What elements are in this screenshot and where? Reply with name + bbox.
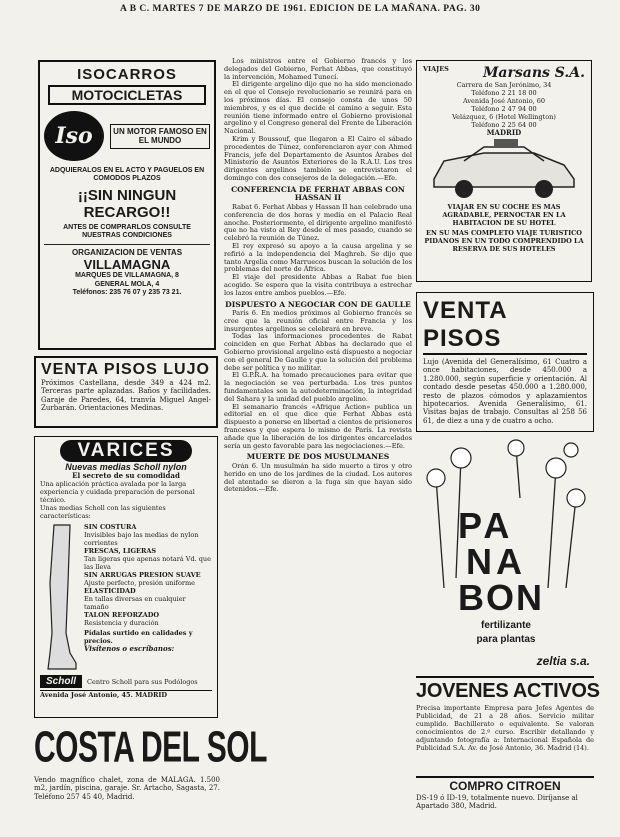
right-column — [416, 60, 600, 835]
ad-body: Próximos Castellana, desde 349 a 424 m2. Terceras parte aplazadas. Baños y facilidades. Garaje de Paredes, 64, tranvía Miguel Angel-Zurbarán. Orientaciones Medinas. — [41, 379, 211, 413]
iso-logo-text: Iso — [55, 123, 93, 149]
ad-sub: fertilizante — [480, 620, 531, 631]
panabon-word: PA — [458, 505, 514, 546]
ad-subtitle: MOTOCICLETAS — [48, 85, 206, 105]
news-headline: DISPUESTO A NEGOCIAR CON DE GAULLE — [225, 299, 411, 309]
ad-brand: VILLAMAGNA — [83, 257, 171, 273]
ad-jovenes — [416, 676, 600, 772]
ad-costa-del-sol — [34, 724, 267, 832]
ad-title: COMPRO CITROEN — [449, 779, 561, 793]
ad-body: DS-19 ó ID-19, totalmente nuevo. Diríjanse al Apartado 380, Madrid. — [416, 794, 578, 811]
feature-desc: Ajuste perfecto, presión uniforme — [84, 579, 196, 588]
ad-line: ANTES DE COMPRARLOS CONSULTE NUESTRAS CONDICIONES — [63, 223, 191, 240]
ad-brand: Marsans S.A. — [482, 65, 585, 81]
news-paragraph: El dirigente argelino dijo que no ha sido mencionado en el que el Consejo revolucionario se reunirá para en los próximos días. El consejo consta de unos 50 miembros, y es el que decide el camino a seguir. Esta reunión tiene informado entre el Gobierno provisional argelino y el Congreso general del Frente de Liberación Nacional. — [224, 80, 412, 136]
ad-maker: zeltia s.a. — [536, 654, 590, 668]
ad-marsans — [416, 60, 592, 282]
ad-title: VENTA PISOS LUJO — [41, 361, 210, 378]
stocking-leg-illustration — [40, 523, 80, 673]
panabon-word: NA — [466, 541, 526, 582]
ad-title: VENTA PISOS — [423, 297, 587, 355]
news-paragraph: El G.P.R.A. ha tomado precauciones para evitar que la negociación se vea perturbada. Los tres puntos fundamentales son la autodeterminación, la integridad del Sahara y la unidad del pueblo argelino. — [224, 371, 412, 403]
leg-icon — [40, 523, 80, 673]
ad-body: Lujo (Avenida del Generalísimo, 61 Cuatro a once habitaciones, desde 450.000 a 1.280.000, según superficie y orientación. Al contado desde pesetas 450.000 a 1.280.000, resto de plazos cómodos y aplazamientos hipotecarios. Avenida Generalísimo, 61. Visitas bajas de trabajo. Consultas al 258 56 61, de diez a una y de cuatro a ocho. — [423, 358, 587, 425]
ad-phones: Teléfonos: 235 76 07 y 235 73 21. — [72, 288, 182, 296]
scholl-logo: Scholl — [40, 675, 82, 688]
ad-panabon — [416, 438, 594, 668]
ad-title: JOVENES ACTIVOS — [416, 680, 600, 702]
ad-org: ORGANIZACION DE VENTAS — [71, 247, 183, 257]
ad-big-text: ¡¡SIN NINGUN RECARGO!! — [77, 186, 177, 221]
news-paragraph: Krim y Boussouf, que llegaron a El Cairo el sábado procedentes de Túnez, conferenciaron ayer con Ahmed Francis, jefe del Departamento de Asuntos Árabes del Ministerio de Asuntos Exteriores de la R.A.U. Los tres dirigentes argelinos también se entrevistaron el domingo con dos consejeros de la delegación.—Efe. — [224, 134, 412, 182]
ad-citroen — [416, 776, 594, 828]
ad-venta-pisos — [416, 292, 594, 432]
ad-varices — [34, 436, 218, 718]
news-headline: MUERTE DE DOS MUSULMANES — [246, 452, 390, 462]
feature-desc: En tallas diversas en cualquier tamaño — [84, 595, 186, 612]
ad-secret: El secreto de su comodidad — [72, 471, 180, 480]
feature-desc: Invisibles bajo las medias de nylon corrientes — [84, 531, 199, 548]
news-paragraph: El semanario francés «Afrique Action» publica un editorial en el que dice que Ferhat Abbas está dispuesto a ponerse en libertad a cientos de prisioneros franceses y que espera lo mismo de París. La revista añade que la liberación de los dirigentes encarcelados sería un gesto favorable para las negociaciones.—Efe. — [224, 402, 412, 450]
page-header: A B C. MARTES 7 DE MARZO DE 1961. EDICION DE LA MAÑANA. PAG. 30 — [120, 4, 481, 14]
ad-visit: Visítenos o escríbanos: — [84, 644, 175, 654]
feature-title: SIN ARRUGAS PRESION SUAVE — [84, 571, 201, 580]
news-column — [224, 58, 412, 833]
news-paragraph: El viaje del presidente Abbas a Rabat fue bien acogido. Se espera que la visita contribuya a estrechar los lazos entre ambos pueblos.—Efe. — [224, 273, 412, 297]
ad-address: MARQUES DE VILLAMAGNA, 8 — [75, 272, 179, 280]
ad-subtitle: Nuevas medias Scholl nylon — [65, 462, 187, 472]
feature-title: TALON REFORZADO — [84, 611, 160, 620]
ad-line: Teléfono 2 47 94 00 — [471, 105, 537, 113]
ad-tagline: VIAJAR EN SU COCHE ES MAS AGRADABLE, PERNOCTAR EN LA HABITACION DE SU HOTEL — [442, 203, 566, 228]
ad-intro: Unas medias Scholl con las siguientes características: — [40, 504, 166, 521]
ad-venta-lujo — [34, 356, 218, 428]
ad-address: Avenida José Antonio, 45. MADRID — [40, 690, 212, 699]
ad-line: ADQUIERALOS EN EL ACTO Y PAGUELOS EN COMODOS PLAZOS — [49, 167, 205, 183]
news-paragraph: Orán 6. Un musulmán ha sido muerto a tiros y otro herido en uno de los jardines de la ciudad. Los autores del atentado se dieron a la fuga sin que hayan sido detenidos.—Efe. — [224, 462, 412, 494]
ad-title: VARICES — [77, 440, 175, 461]
feature-title: ELASTICIDAD — [84, 587, 136, 596]
feature-title: SIN COSTURA — [84, 523, 137, 532]
news-paragraph: París 6. En medios próximos al Gobierno francés se cree que la reunión oficial entre Francia y los insurgentes argelinos se celebrará en breve. — [224, 309, 412, 333]
news-paragraph: El rey expresó su apoyo a la causa argelina y se refirió a la independencia del Maghreb. Se dijo que tanto Argelia como Marruecos buscan la solución de los problemas del norte de África. — [224, 241, 412, 274]
ad-address: GENERAL MOLA, 4 — [94, 280, 160, 288]
left-column — [28, 18, 267, 833]
ad-line: Carrera de San Jerónimo, 34 — [456, 81, 552, 89]
ad-slogan: UN MOTOR FAMOSO EN EL MUNDO — [110, 124, 210, 149]
car-icon — [424, 139, 584, 201]
ad-tagline: EN SU MAS COMPLETO VIAJE TURISTICO PIDANOS EN UN TODO COMPRENDIDO LA RESERVA DE SUS HOTELES — [424, 229, 584, 254]
news-paragraph: Los ministros entre el Gobierno francés y los delegados del Gobierno, Ferhat Abbas, que constituyó la intervención, Mohamed Tunecí. — [224, 57, 412, 81]
ad-body: Vendo magnífico chalet, zona de MALAGA. 1.500 m2, jardín, piscina, garaje. Sr. Artacho, Sagasta, 27. Teléfono 257 45 40, Madrid. — [34, 776, 220, 801]
ad-line: Teléfono 2 21 18 00 — [471, 89, 537, 97]
ad-order: Pídalas surtido en calidades y precios. — [84, 629, 193, 646]
ad-store: Centro Scholl para sus Podólogos — [87, 677, 198, 686]
feature-desc: Resistencia y duración — [84, 619, 159, 628]
ad-line: Avenida José Antonio, 60 — [462, 97, 546, 105]
ad-line: Velázquez, 6 (Hotel Wellington) — [452, 113, 556, 121]
ad-line: Teléfono 2 25 64 00 — [471, 121, 537, 129]
feature-desc: Tan ligeras que apenas notará Vd. que las lleva — [84, 555, 211, 572]
iso-logo — [44, 111, 104, 161]
news-paragraph: Rabat 6. Ferhat Abbas y Hassan II han celebrado una conferencia de dos horas y media en el Palacio Real anoche. Posteriormente, el dirigente argelino manifestó que no ha visto al Rey desde el mes pasado, cuando se celebró la reunión de Túnez. — [224, 202, 412, 243]
ad-city: MADRID — [486, 128, 522, 137]
feature-title: FRESCAS, LIGERAS — [84, 547, 157, 556]
ad-title: ISOCARROS — [77, 66, 177, 83]
panabon-word: BON — [458, 577, 544, 618]
ad-sub: para plantas — [476, 634, 536, 645]
ad-sub: VIAJES — [423, 65, 449, 73]
ad-isocarros — [38, 60, 216, 350]
ad-intro: Una aplicación práctica avalada por la larga experiencia y cuidada preparación de personal técnico. — [40, 480, 195, 505]
ad-title: COSTA DEL SOL — [34, 724, 267, 772]
news-headline: CONFERENCIA DE FERHAT ABBAS CON HASSAN II — [231, 184, 405, 203]
ad-body: Precisa importante Empresa para Jefes Agentes de Publicidad, de 21 a 28 años. Servicio militar cumplido. Bachillerato o equivalente. Se valoran conocimientos de 2.º curso. Escribir detallando y adjuntando fotografía a: Internacional Española de Publicidad S.A. Av. de José Antonio, 36. Madrid (14). — [416, 704, 594, 752]
news-paragraph: Todas las informaciones procedentes de Rabat coinciden en que Ferhat Abbas ha declarado que el Gobierno provisional argelino está dispuesto a negociar con el general De Gaulle y que la solución del problema debe ser política y no militar. — [224, 332, 412, 372]
